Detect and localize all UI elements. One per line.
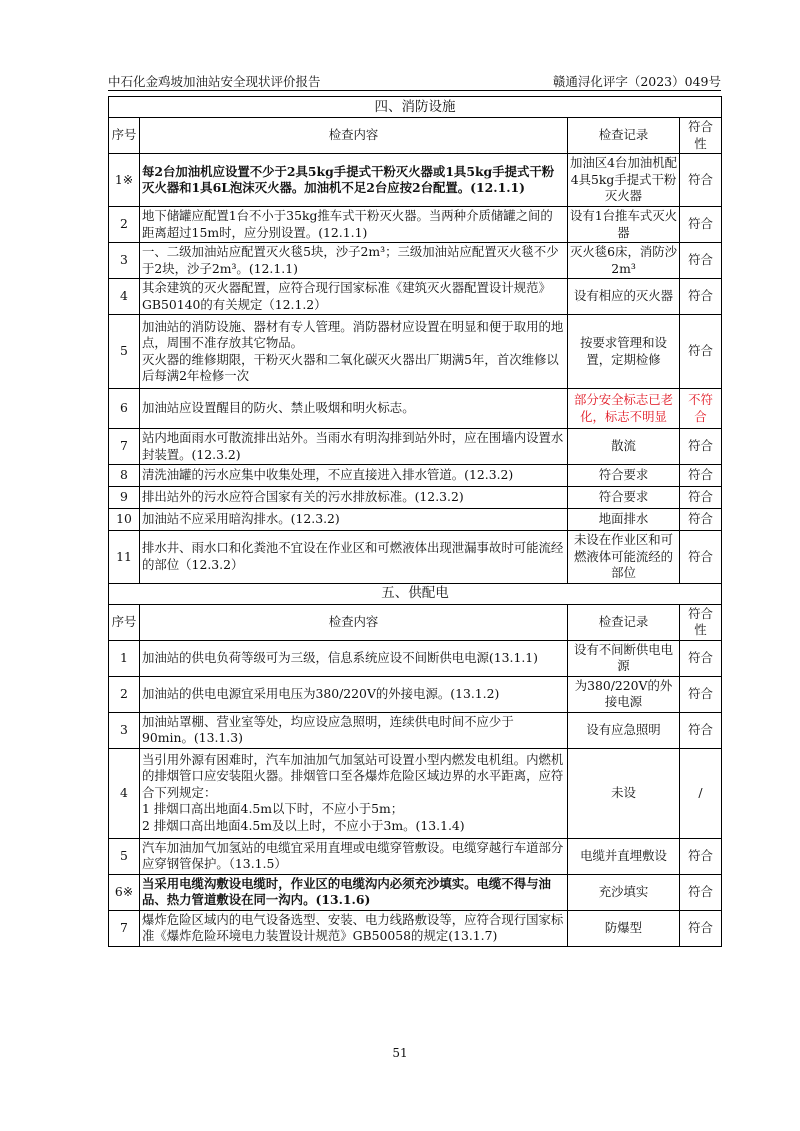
check-content — [140, 315, 568, 389]
table-row — [109, 389, 722, 429]
item-number: 3 — [109, 243, 140, 279]
record-header: 检查记录 — [568, 604, 680, 640]
check-record: 未设在作业区和可燃液体可能流经的部位 — [568, 531, 680, 584]
content-line: 加油站的消防设施、器材有专人管理。消防器材应设置在明显和便于取用的地点，周围不准存放其它物品。 — [142, 318, 564, 350]
item-number: 7 — [109, 429, 140, 465]
table-row — [109, 465, 722, 487]
check-content — [140, 429, 568, 465]
content-line: 排水井、雨水口和化粪池不宜设在作业区和可燃液体出现泄漏事故时可能流经的部位（12.3.2） — [142, 540, 564, 572]
check-content — [140, 676, 568, 712]
content-line: 清洗油罐的污水应集中收集处理，不应直接进入排水管道。(12.3.2) — [142, 467, 514, 483]
conformity-result: 符合 — [680, 487, 722, 509]
content-line: 一、二级加油站应配置灭火毯5块，沙子2m³；三级加油站应配置灭火毯不少于2块，沙子2m³。(12.1.1) — [142, 244, 559, 276]
result-header: 符合性 — [680, 604, 722, 640]
check-record: 符合要求 — [568, 465, 680, 487]
content-line: 2 排烟口高出地面4.5m及以上时，不应小于3m。(13.1.4) — [142, 817, 465, 833]
page-number: 51 — [392, 1046, 408, 1060]
check-content — [140, 712, 568, 748]
item-number: 3 — [109, 712, 140, 748]
table-row — [109, 509, 722, 531]
table-row — [109, 429, 722, 465]
section-title: 五、供配电 — [109, 583, 722, 604]
item-number: 11 — [109, 531, 140, 584]
check-record: 设有应急照明 — [568, 712, 680, 748]
conformity-result: 符合 — [680, 315, 722, 389]
content-line: 加油站不应采用暗沟排水。(12.3.2) — [142, 511, 340, 527]
check-content — [140, 279, 568, 315]
check-content — [140, 910, 568, 946]
check-record: 按要求管理和设置，定期检修 — [568, 315, 680, 389]
check-content — [140, 838, 568, 874]
content-line: 加油站的供电电源宜采用电压为380/220V的外接电源。(13.1.2) — [142, 685, 500, 701]
check-content — [140, 465, 568, 487]
conformity-result: 符合 — [680, 874, 722, 910]
content-line: 当引用外源有困难时，汽车加油加气加氢站可设置小型内燃发电机组。内燃机的排烟管口应安装阻火器。排烟管口至各爆炸危险区域边界的水平距离，应符合下列规定： — [142, 751, 564, 800]
item-number: 4 — [109, 279, 140, 315]
item-number: 6 — [109, 389, 140, 429]
table-row — [109, 315, 722, 389]
check-content — [140, 207, 568, 243]
table-row — [109, 207, 722, 243]
content-line: 加油站罩棚、营业室等处，均应设应急照明，连续供电时间不应少于90min。(13.1.3) — [142, 713, 514, 745]
content-line: 加油站应设置醒目的防火、禁止吸烟和明火标志。 — [142, 400, 415, 416]
content-line: 站内地面雨水可散流排出站外。当雨水有明沟排到站外时，应在围墙内设置水封装置。(12.3.2) — [142, 430, 564, 462]
content-line: 爆炸危险区域内的电气设备选型、安装、电力线路敷设等，应符合现行国家标准《爆炸危险环境电力装置设计规范》GB50058的规定(13.1.7) — [142, 911, 564, 943]
conformity-result: 符合 — [680, 712, 722, 748]
conformity-result: 符合 — [680, 243, 722, 279]
content-line: 加油站的供电负荷等级可为三级，信息系统应设不间断供电电源(13.1.1) — [142, 649, 539, 665]
item-number: 2 — [109, 207, 140, 243]
content-line: 地下储罐应配置1台不小于35kg推车式干粉灭火器。当两种介质储罐之间的距离超过15m时，应分别设置。(12.1.1) — [142, 208, 553, 240]
check-record: 电缆并直埋敷设 — [568, 838, 680, 874]
table-row — [109, 531, 722, 584]
check-content — [140, 487, 568, 509]
table-row — [109, 676, 722, 712]
table-row — [109, 243, 722, 279]
content-header: 检查内容 — [140, 118, 568, 154]
check-record: 设有不间断供电电源 — [568, 640, 680, 676]
check-record: 充沙填实 — [568, 874, 680, 910]
check-content — [140, 531, 568, 584]
check-record: 散流 — [568, 429, 680, 465]
content-line: 每2台加油机应设置不少于2具5kg手提式干粉灭火器或1具5kg手提式干粉灭火器和1具6L泡沫灭火器。加油机不足2台应按2台配置。(12.1.1) — [142, 163, 555, 195]
item-number: 1※ — [109, 154, 140, 207]
check-record: 为380/220V的外接电源 — [568, 676, 680, 712]
table-row — [109, 874, 722, 910]
check-record: 防爆型 — [568, 910, 680, 946]
conformity-result: 不符合 — [680, 389, 722, 429]
check-record: 灭火毯6床，消防沙2m³ — [568, 243, 680, 279]
inspection-table — [108, 96, 722, 947]
check-content — [140, 509, 568, 531]
conformity-result: 符合 — [680, 509, 722, 531]
section-title-row — [109, 583, 722, 604]
content-line: 汽车加油加气加氢站的电缆宜采用直埋或电缆穿管敷设。电缆穿越行车道部分应穿钢管保护。（13.1.5） — [142, 839, 564, 871]
check-record: 部分安全标志已老化，标志不明显 — [568, 389, 680, 429]
item-number: 8 — [109, 465, 140, 487]
no-header: 序号 — [109, 118, 140, 154]
check-record: 未设 — [568, 748, 680, 838]
item-number: 5 — [109, 315, 140, 389]
conformity-result: 符合 — [680, 676, 722, 712]
conformity-result: 符合 — [680, 531, 722, 584]
check-content — [140, 243, 568, 279]
check-content — [140, 389, 568, 429]
item-number: 6※ — [109, 874, 140, 910]
item-number: 7 — [109, 910, 140, 946]
item-number: 9 — [109, 487, 140, 509]
table-row — [109, 154, 722, 207]
conformity-result: 符合 — [680, 838, 722, 874]
check-record: 设有1台推车式灭火器 — [568, 207, 680, 243]
conformity-result: 符合 — [680, 640, 722, 676]
content-line: 1 排烟口高出地面4.5m以下时，不应小于5m； — [142, 801, 404, 817]
check-content — [140, 748, 568, 838]
check-content — [140, 874, 568, 910]
content-line: 其余建筑的灭火器配置，应符合现行国家标准《建筑灭火器配置设计规范》GB50140的有关规定（12.1.2） — [142, 280, 551, 312]
check-record: 符合要求 — [568, 487, 680, 509]
no-header: 序号 — [109, 604, 140, 640]
conformity-result: / — [680, 748, 722, 838]
table-row — [109, 838, 722, 874]
check-content — [140, 640, 568, 676]
item-number: 2 — [109, 676, 140, 712]
table-row — [109, 748, 722, 838]
conformity-result: 符合 — [680, 279, 722, 315]
column-header-row — [109, 118, 722, 154]
content-line: 排出站外的污水应符合国家有关的污水排放标准。(12.3.2) — [142, 489, 464, 505]
page-header — [108, 72, 721, 91]
conformity-result: 符合 — [680, 154, 722, 207]
report-number: 赣通浔化评字（2023）049号 — [552, 74, 721, 89]
content-header: 检查内容 — [140, 604, 568, 640]
result-header: 符合性 — [680, 118, 722, 154]
table-row — [109, 487, 722, 509]
table-row — [109, 640, 722, 676]
section-title-row — [109, 97, 722, 118]
item-number: 1 — [109, 640, 140, 676]
item-number: 10 — [109, 509, 140, 531]
conformity-result: 符合 — [680, 429, 722, 465]
check-content — [140, 154, 568, 207]
check-record: 地面排水 — [568, 509, 680, 531]
section-title: 四、消防设施 — [109, 97, 722, 118]
report-title: 中石化金鸡坡加油站安全现状评价报告 — [108, 74, 321, 89]
table-row — [109, 910, 722, 946]
conformity-result: 符合 — [680, 207, 722, 243]
content-line: 当采用电缆沟敷设电缆时，作业区的电缆沟内必须充沙填实。电缆不得与油品、热力管道敷设在同一沟内。(13.1.6) — [142, 875, 551, 907]
table-row — [109, 712, 722, 748]
conformity-result: 符合 — [680, 910, 722, 946]
column-header-row — [109, 604, 722, 640]
item-number: 4 — [109, 748, 140, 838]
check-record: 加油区4台加油机配4具5kg手提式干粉灭火器 — [568, 154, 680, 207]
item-number: 5 — [109, 838, 140, 874]
content-line: 灭火器的维修期限，干粉灭火器和二氧化碳灭火器出厂期满5年，首次维修以后每满2年检修一次 — [142, 351, 559, 383]
table-row — [109, 279, 722, 315]
record-header: 检查记录 — [568, 118, 680, 154]
check-record: 设有相应的灭火器 — [568, 279, 680, 315]
conformity-result: 符合 — [680, 465, 722, 487]
